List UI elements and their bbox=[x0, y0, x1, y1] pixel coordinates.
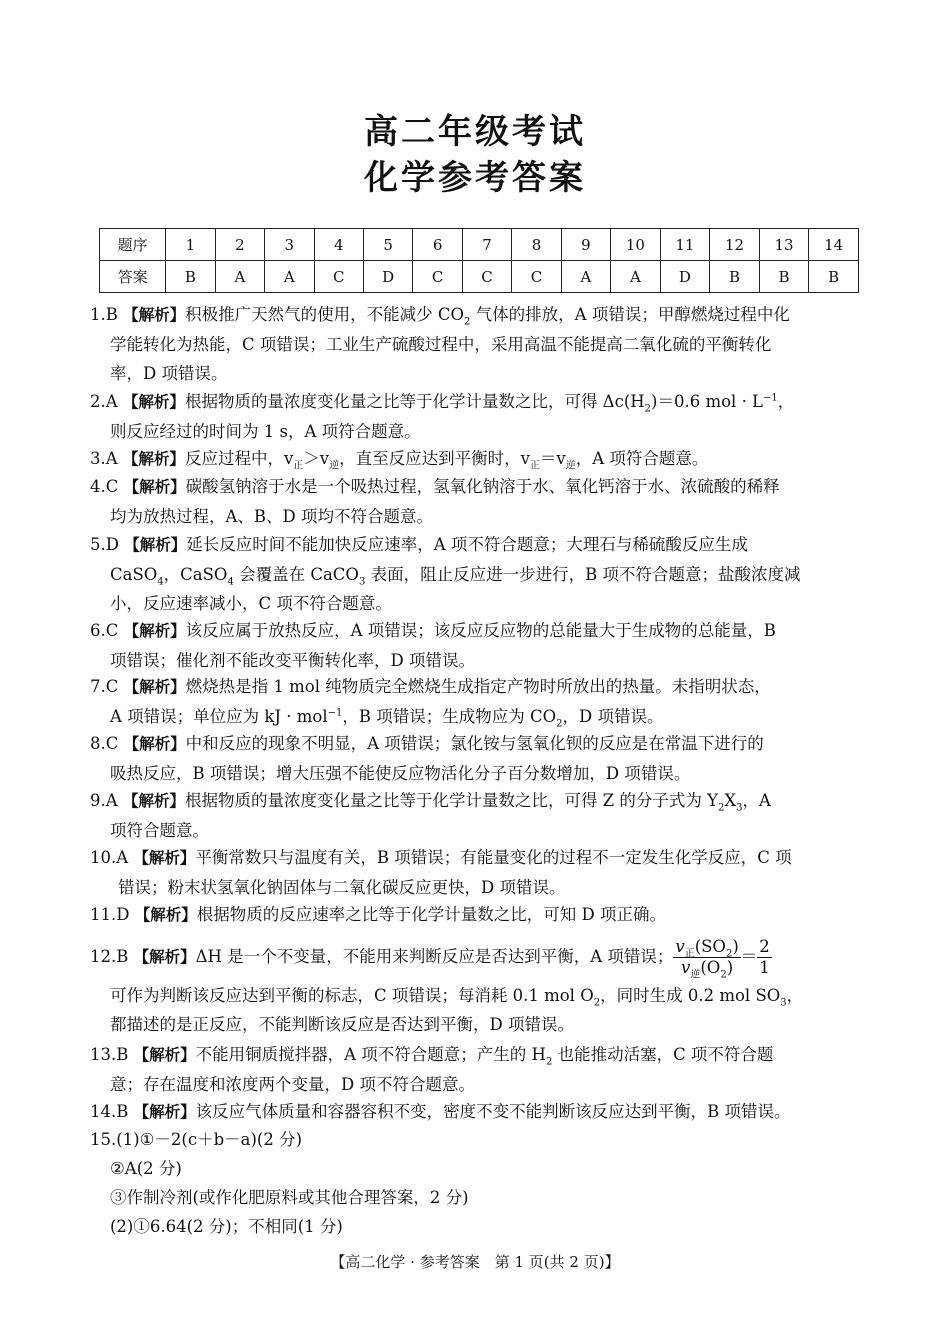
explanation-14: 14.B 【解析】该反应气体质量和容器容积不变，密度不变不能判断该反应达到平衡，B 项错误。 bbox=[90, 1102, 791, 1121]
explanation-2: 2.A 【解析】根据物质的量浓度变化量之比等于化学计量数之比，可得 $\Delta c(H_2)=0.6$ mol · $L^{-1}$， 则反应经过的时间为 1 s，A 项符合题意。 bbox=[90, 392, 795, 441]
table-cell: 2 bbox=[215, 229, 264, 261]
explanation-11: 11.D 【解析】根据物质的反应速率之比等于化学计量数之比，可知 D 项正确。 bbox=[90, 905, 666, 924]
table-cell: 6 bbox=[413, 229, 462, 261]
table-cell: C bbox=[314, 261, 363, 293]
table-cell: A bbox=[265, 261, 314, 293]
table-cell: 1 bbox=[166, 229, 215, 261]
title-line2: 化学参考答案 bbox=[364, 158, 586, 198]
explanation-5: 5.D 【解析】延长反应时间不能加快反应速率，A 项不符合题意；大理石与稀硫酸反应生成 CaSO$_4$，CaSO$_4$ 会覆盖在 CaCO$_3$ 表面，阻止反应进一步进行，B 项不符合题意；盐酸浓度减 小，反应速率减小，C 项不符合题意。 bbox=[90, 535, 801, 613]
table-cell: B bbox=[809, 261, 859, 293]
table-cell: 9 bbox=[561, 229, 610, 261]
table-cell: A bbox=[215, 261, 264, 293]
table-row-answers bbox=[100, 261, 859, 293]
explanation-9: 9.A 【解析】根据物质的量浓度变化量之比等于化学计量数之比，可得 Z 的分子式为 $Y_2X_3$，A 项符合题意。 bbox=[90, 791, 771, 840]
table-cell: 4 bbox=[314, 229, 363, 261]
table-header-number: 题序 bbox=[100, 229, 166, 261]
table-cell: A bbox=[561, 261, 610, 293]
table-cell: C bbox=[512, 261, 561, 293]
table-cell: B bbox=[166, 261, 215, 293]
page-footer: 【高二化学 · 参考答案 第 1 页(共 2 页)】 bbox=[330, 1253, 620, 1271]
title-line1: 高二年级考试 bbox=[364, 112, 586, 152]
table-cell: 7 bbox=[462, 229, 511, 261]
explanation-15: 15.(1)①－2(c＋b－a)(2 分) ②A(2 分) ③作制冷剂(或作化肥原料或其他合理答案，2 分) (2)①6.64(2 分)；不相同(1 分) bbox=[90, 1130, 469, 1236]
rate-ratio-fraction: $\frac{v_正(SO_2)}{v_逆(O_2)}$ bbox=[675, 937, 739, 981]
explanation-6: 6.C 【解析】该反应属于放热反应，A 项错误；该反应反应物的总能量大于生成物的总能量，B 项错误；催化剂不能改变平衡转化率，D 项错误。 bbox=[90, 621, 776, 670]
table-cell: 10 bbox=[611, 229, 661, 261]
table-cell: 12 bbox=[710, 229, 760, 261]
explanation-4: 4.C 【解析】碳酸氢钠溶于水是一个吸热过程，氢氧化钠溶于水、氧化钙溶于水、浓硫酸的稀释 均为放热过程，A、B、D 项均不符合题意。 bbox=[90, 477, 780, 526]
explanation-13: 13.B 【解析】不能用铜质搅拌器，A 项不符合题意；产生的 $H_2$ 也能推动活塞，C 项不符合题 意；存在温度和浓度两个变量，D 项不符合题意。 bbox=[90, 1045, 774, 1094]
table-cell: 13 bbox=[759, 229, 809, 261]
table-cell: B bbox=[759, 261, 809, 293]
table-cell: A bbox=[611, 261, 661, 293]
explanation-7: 7.C 【解析】燃烧热是指 1 mol 纯物质完全燃烧生成指定产物时所放出的热量。未指明状态， A 项错误；单位应为 kJ · mol$^{-1}$，B 项错误；生成物应为 $CO_2$，D 项错误。 bbox=[90, 677, 771, 730]
answer-table bbox=[99, 228, 859, 293]
explanation-3: 3.A 【解析】反应过程中，$v_正>v_逆$，直至反应达到平衡时，$v_正=v_逆$，A 项符合题意。 bbox=[90, 449, 709, 472]
table-cell: D bbox=[660, 261, 710, 293]
explanation-12: 12.B 【解析】ΔH 是一个不变量，不能用来判断反应是否达到平衡，A 项错误； $\frac{v_正(SO_2)}{v_逆(O_2)}$ ＝ $\frac{2}{1}$ 可作为判断该反应达到平衡的标志，C 项错误；每消耗 0.1 mol $O_2$，同时生成 0.2 mol $SO_3$， 都描述的是正反应，不能判断该反应是否达到平衡，D 项错误。 bbox=[90, 937, 804, 1034]
table-cell: 14 bbox=[809, 229, 859, 261]
table-header-answer: 答案 bbox=[100, 261, 166, 293]
table-cell: C bbox=[413, 261, 462, 293]
table-cell: B bbox=[710, 261, 760, 293]
table-cell: 3 bbox=[265, 229, 314, 261]
value-fraction: $\frac{2}{1}$ bbox=[759, 937, 770, 977]
explanation-10: 10.A 【解析】平衡常数只与温度有关，B 项错误；有能量变化的过程不一定发生化学反应，C 项 错误；粉末状氢氧化钠固体与二氧化碳反应更快，D 项错误。 bbox=[90, 848, 792, 897]
table-cell: 11 bbox=[660, 229, 710, 261]
table-row-numbers bbox=[100, 229, 859, 261]
table-cell: D bbox=[363, 261, 412, 293]
explanation-8: 8.C 【解析】中和反应的现象不明显，A 项错误；氯化铵与氢氧化钡的反应是在常温下进行的 吸热反应，B 项错误；增大压强不能使反应物活化分子百分数增加，D 项错误。 bbox=[90, 734, 764, 783]
table-cell: 5 bbox=[363, 229, 412, 261]
table-cell: 8 bbox=[512, 229, 561, 261]
table-cell: C bbox=[462, 261, 511, 293]
explanation-1: 1.B 【解析】积极推广天然气的使用，不能减少 $CO_2$ 气体的排放，A 项错误；甲醇燃烧过程中化 学能转化为热能，C 项错误；工业生产硫酸过程中，采用高温不能提高二氧化硫的平衡转化 率，D 项错误。 bbox=[90, 305, 790, 383]
